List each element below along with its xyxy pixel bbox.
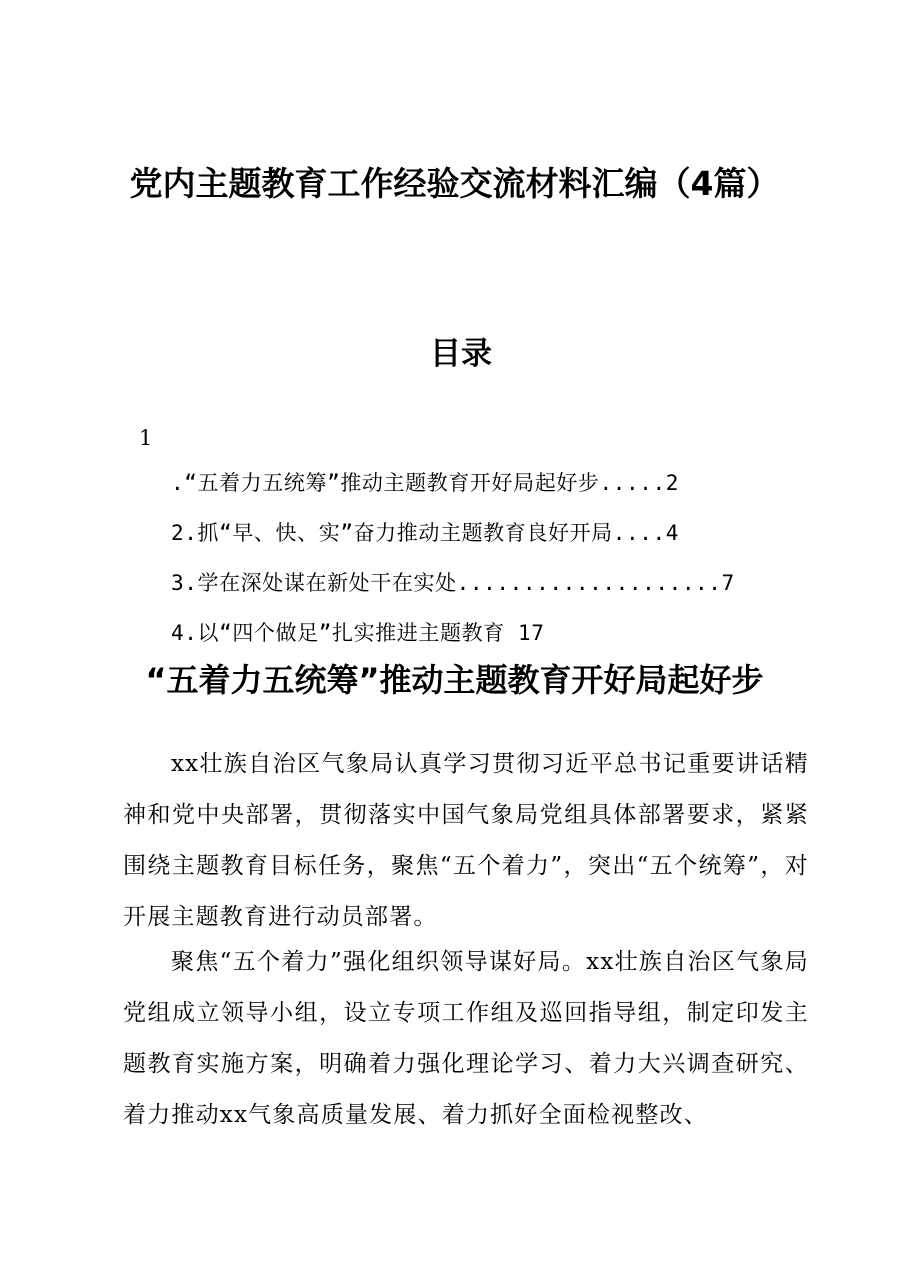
toc-heading: 目录 xyxy=(430,336,492,372)
toc-item[interactable]: 4.以“四个做足”扎实推进主题教育 17 xyxy=(171,621,545,645)
table-of-contents xyxy=(171,466,735,666)
toc-item[interactable]: .“五着力五统筹”推动主题教育开好局起好步.....2 xyxy=(171,471,679,495)
toc-item[interactable]: 2.抓“早、快、实”奋力推动主题教育良好开局....4 xyxy=(171,521,679,545)
toc-number: 1 xyxy=(139,426,153,450)
document-title: 党内主题教育工作经验交流材料汇编（4篇） xyxy=(129,164,780,203)
body-paragraph: 聚焦“五个着力”强化组织领导谋好局。xx壮族自治区气象局党组成立领导小组，设立专项工作组及巡回指导组，制定印发主题教育实施方案，明确着力强化理论学习、着力大兴调查研究、着力推动xx气象高质量发展、着力抓好全面检视整改、 xyxy=(123,949,809,1128)
section-title: “五着力五统筹”推动主题教育开好局起好步 xyxy=(145,661,764,699)
body-paragraph: xx壮族自治区气象局认真学习贯彻习近平总书记重要讲话精神和党中央部署，贯彻落实中国气象局党组具体部署要求，紧紧围绕主题教育目标任务，聚焦“五个着力”，突出“五个统筹”，对开展主题教育进行动员部署。 xyxy=(123,751,809,930)
toc-item[interactable]: 3.学在深处谋在新处干在实处....................7 xyxy=(171,571,735,595)
